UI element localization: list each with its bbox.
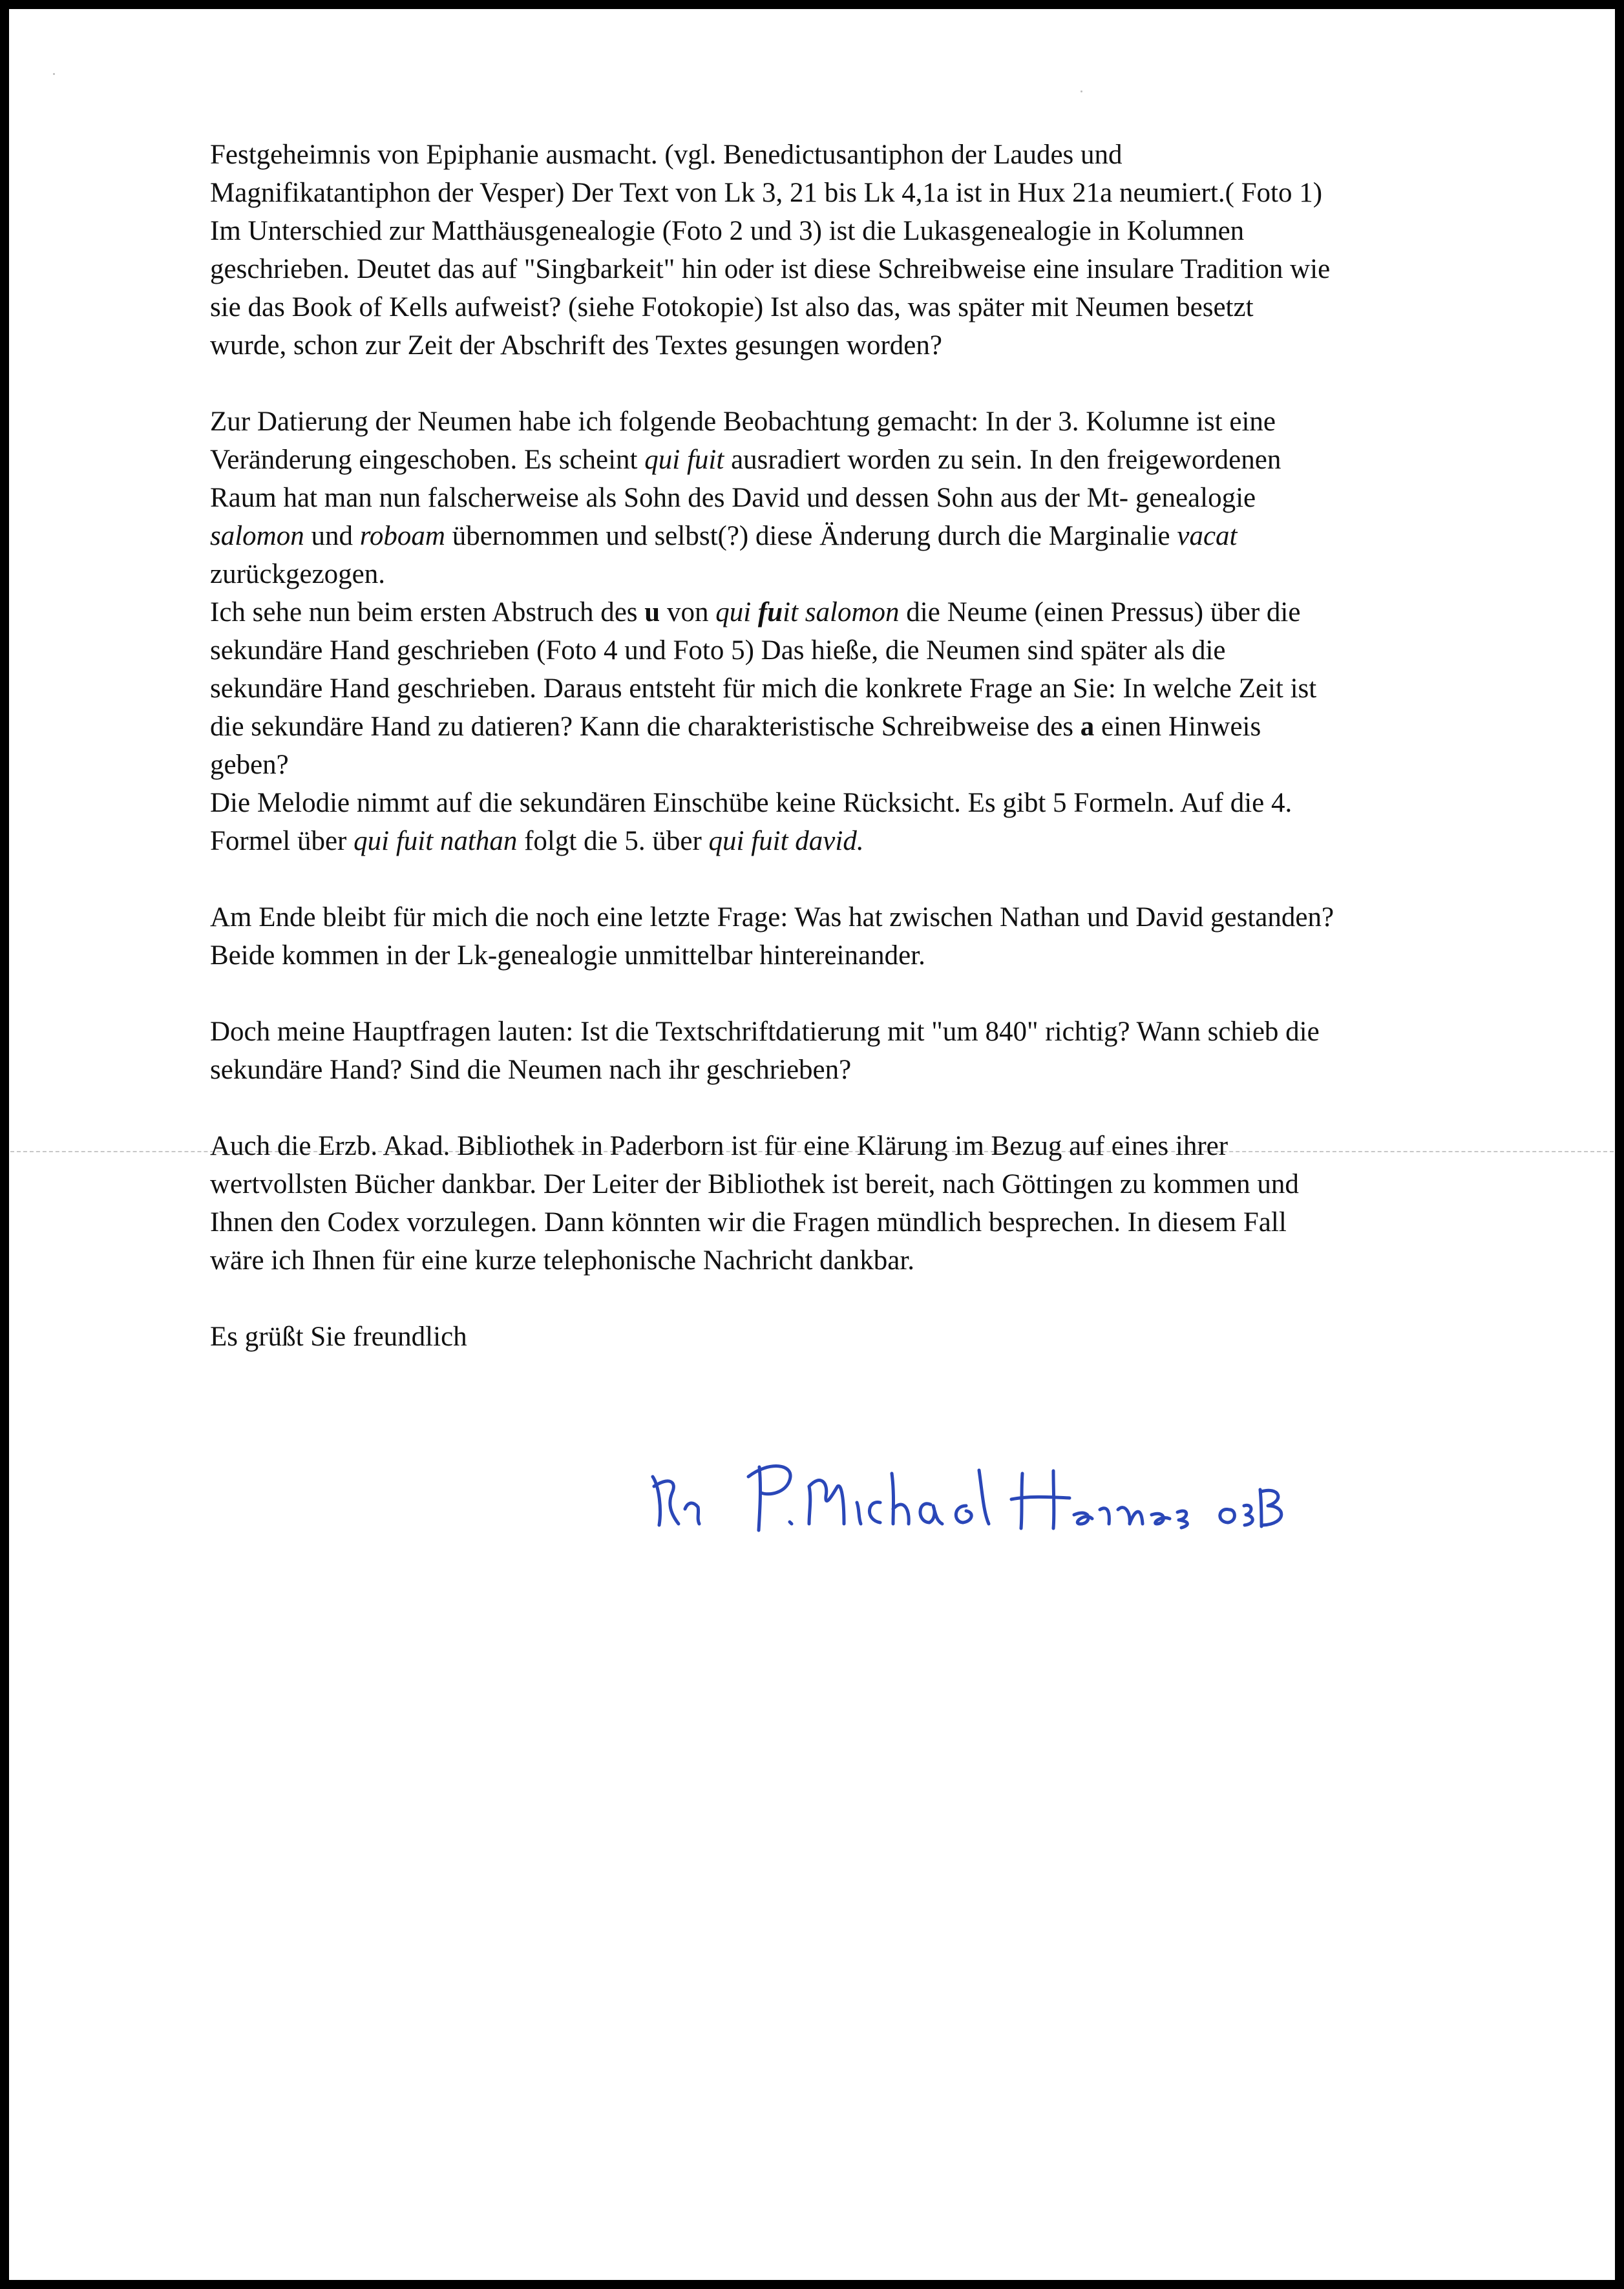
- text-line: Zur Datierung der Neumen habe ich folgende Beobachtung gemacht: In der 3. Kolumne ist eine: [210, 406, 1276, 437]
- text-run: ausradiert worden zu sein. In den freigewordenen: [731, 445, 1281, 475]
- text-line: Beide kommen in der Lk-genealogie unmittelbar hintereinander.: [210, 940, 925, 971]
- text-line: wurde, schon zur Zeit der Abschrift des Textes gesungen worden?: [210, 330, 942, 361]
- latin-phrase-bold: fu: [757, 597, 783, 628]
- text-line: sie das Book of Kells aufweist? (siehe Fotokopie) Ist also das, was später mit Neumen besetzt: [210, 292, 1254, 322]
- bold-letter: a: [1080, 712, 1095, 742]
- paragraph-3: [210, 593, 1548, 784]
- paragraph-6: [210, 1013, 1548, 1089]
- paragraph-1: [210, 136, 1548, 364]
- latin-phrase: qui fuit david.: [708, 826, 864, 856]
- text-line: sekundäre Hand geschrieben (Foto 4 und Foto 5) Das hieße, die Neumen sind später als die: [210, 635, 1226, 666]
- handwritten-signature: [640, 1448, 1318, 1545]
- letter-body: [210, 136, 1548, 1394]
- text-line: wäre ich Ihnen für eine kurze telephonische Nachricht dankbar.: [210, 1245, 915, 1276]
- text-run: Ich sehe nun beim ersten Abstruch des: [210, 597, 638, 628]
- text-line: [210, 822, 1548, 860]
- paragraph-7: [210, 1127, 1548, 1280]
- text-line: [210, 708, 1548, 746]
- text-line: Im Unterschied zur Matthäusgenealogie (Foto 2 und 3) ist die Lukasgenealogie in Kolumnen: [210, 216, 1245, 246]
- text-line: zurückgezogen.: [210, 559, 385, 589]
- latin-phrase: salomon: [210, 521, 304, 551]
- text-run: die sekundäre Hand zu datieren? Kann die charakteristische Schreibweise des: [210, 712, 1074, 742]
- text-run: Veränderung eingeschoben. Es scheint: [210, 445, 638, 475]
- text-line: Festgeheimnis von Epiphanie ausmacht. (vgl. Benedictusantiphon der Laudes und: [210, 140, 1123, 170]
- text-line: Raum hat man nun falscherweise als Sohn des David und dessen Sohn aus der Mt- genealogie: [210, 483, 1256, 513]
- text-line: [210, 441, 1548, 479]
- latin-phrase: it salomon: [783, 597, 900, 628]
- paragraph-2: [210, 403, 1548, 593]
- text-line: [210, 593, 1548, 631]
- latin-phrase: roboam: [359, 521, 445, 551]
- text-line: Es grüßt Sie freundlich: [210, 1322, 467, 1352]
- text-run: von: [666, 597, 709, 628]
- text-line: Magnifikatantiphon der Vesper) Der Text von Lk 3, 21 bis Lk 4,1a ist in Hux 21a neumiert.( Foto 1): [210, 178, 1323, 208]
- scan-speck: [1081, 90, 1082, 92]
- text-line: Auch die Erzb. Akad. Bibliothek in Paderborn ist für eine Klärung im Bezug auf eines ihrer: [210, 1131, 1229, 1161]
- text-line: wertvollsten Bücher dankbar. Der Leiter der Bibliothek ist bereit, nach Göttingen zu kommen und: [210, 1169, 1299, 1199]
- bold-letter: u: [644, 597, 660, 628]
- text-run: die Neume (einen Pressus) über die: [906, 597, 1301, 628]
- text-run: folgt die 5. über: [524, 826, 702, 856]
- text-run: einen Hinweis: [1101, 712, 1261, 742]
- latin-phrase: qui fuit: [644, 445, 724, 475]
- text-line: geschrieben. Deutet das auf "Singbarkeit" hin oder ist diese Schreibweise eine insulare Tradition wie: [210, 254, 1331, 284]
- latin-phrase: qui fuit nathan: [353, 826, 518, 856]
- text-run: und: [311, 521, 353, 551]
- latin-phrase: qui: [715, 597, 752, 628]
- closing-line: [210, 1318, 1548, 1356]
- text-run: übernommen und selbst(?) diese Änderung durch die Marginalie: [452, 521, 1170, 551]
- text-run: Formel über: [210, 826, 347, 856]
- paragraph-5: [210, 898, 1548, 975]
- text-line: Die Melodie nimmt auf die sekundären Einschübe keine Rücksicht. Es gibt 5 Formeln. Auf die 4.: [210, 788, 1292, 818]
- text-line: sekundäre Hand? Sind die Neumen nach ihr geschrieben?: [210, 1055, 852, 1085]
- text-line: sekundäre Hand geschrieben. Daraus entsteht für mich die konkrete Frage an Sie: In welche Zeit ist: [210, 673, 1317, 704]
- text-line: [210, 517, 1548, 555]
- text-line: Am Ende bleibt für mich die noch eine letzte Frage: Was hat zwischen Nathan und David gestanden?: [210, 902, 1334, 933]
- scan-speck: [53, 73, 55, 75]
- text-line: Ihnen den Codex vorzulegen. Dann könnten wir die Fragen mündlich besprechen. In diesem Fall: [210, 1207, 1287, 1238]
- text-line: geben?: [210, 750, 289, 780]
- paragraph-4: [210, 784, 1548, 860]
- text-line: Doch meine Hauptfragen lauten: Ist die Textschriftdatierung mit "um 840" richtig? Wann schieb die: [210, 1017, 1320, 1047]
- latin-phrase: vacat: [1177, 521, 1238, 551]
